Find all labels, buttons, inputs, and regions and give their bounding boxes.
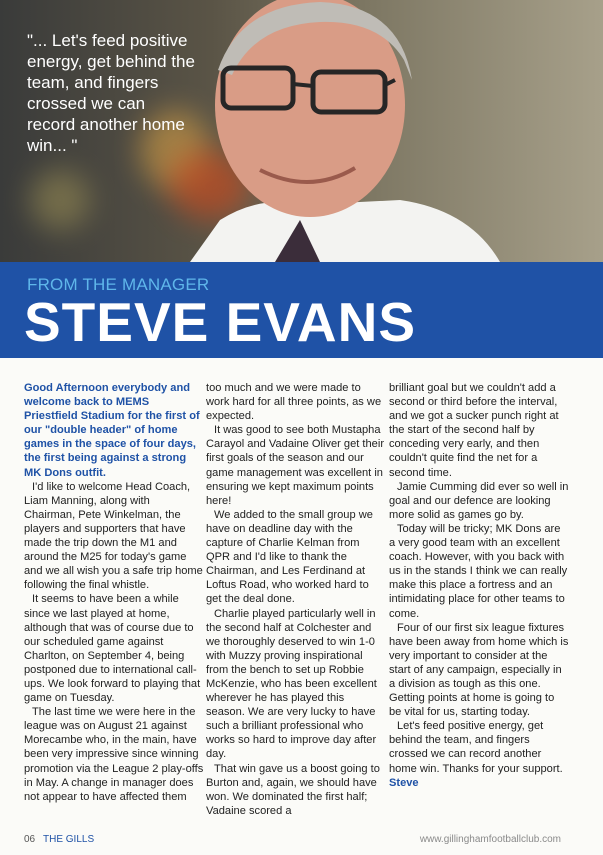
lead-paragraph: Good Afternoon everybody and welcome back to MEMS Priestfield Stadium for the first of our "double header" of home games in the space of four days, the first being against a strong MK Dons outfit. [24, 382, 200, 479]
article-paragraph: It seems to have been a while since we last played at home, although that was of course due to our scheduled game against Charlton, on September 4, being postponed due to international call-ups. We look forward to playing that game on Tuesday. [24, 593, 201, 705]
article-column-3 [389, 381, 569, 790]
article-paragraph: Four of our first six league fixtures have been away from home which is very important to consider at the start of any campaign, especially in a division as tough as this one. Getting points at home is going to be vital for us, starting today. [389, 621, 569, 719]
closing-paragraph [389, 719, 569, 789]
magazine-name: THE GILLS [43, 834, 95, 845]
article-paragraph: Charlie played particularly well in the second half at Colchester and we thoroughly deserved to win 1-0 with Muzzy proving inspirational from the bench to set up Robbie McKenzie, who has been excellent wherever he has played this season. We are very lucky to have such a brilliant professional who works so hard to improve day after day. [206, 607, 377, 761]
page-footer [0, 834, 603, 850]
article-paragraph: It was good to see both Mustapha Carayol and Vadaine Oliver get their first goals of the season and our game management was excellent in ensuring we kept maximum points here! [206, 424, 385, 507]
section-kicker: FROM THE MANAGER [27, 275, 210, 294]
article-paragraph: too much and we were made to work hard for all three points, as we expected. [206, 382, 382, 423]
website-url: www.gillinghamfootballclub.com [419, 834, 561, 845]
signature: Steve [389, 776, 419, 789]
article-column-2 [206, 381, 386, 818]
article-paragraph: Today will be tricky; MK Dons are a very good team with an excellent coach. However, with you back with us in the stands I think we can really make this place a fortress and an intimidating place for other teams to come. [389, 522, 568, 620]
manager-photo [0, 0, 603, 262]
article-paragraph: brilliant goal but we couldn't add a second or third before the interval, and we got a sucker punch right at the start of the second half by conceding very early, and then couldn't quite find the net for a second time. [389, 382, 559, 479]
article-paragraph: We added to the small group we have on deadline day with the capture of Charlie Kelman from QPR and I'd like to thank the Chairman, and Les Ferdinand at Loftus Road, who worked hard to get the deal done. [206, 508, 373, 606]
article-column-1 [24, 381, 204, 804]
article-paragraph: That win gave us a boost going to Burton and, again, we should have won. We dominated the first half; Vadaine scored a [206, 762, 380, 817]
article-paragraph: The last time we were here in the league was on August 21 against Morecambe who, in the main, have been very impressive since winning promotion via the League 2 play-offs in May. A change in manager does not appear to have affected them [24, 706, 204, 803]
article-paragraph: Jamie Cumming did ever so well in goal and our defence are looking more solid as games go by. [389, 480, 569, 521]
article-paragraph: I'd like to welcome Head Coach, Liam Manning, along with Chairman, Pete Winkelman, the players and supporters that have made the trip down the M1 and around the M25 for today's game and we all wish you a safe trip home following the final whistle. [24, 480, 203, 592]
closing-text: Let's feed positive energy, get behind the team, and fingers crossed we can record another home win. Thanks for your support. [389, 720, 563, 775]
page-number: 06 [24, 834, 36, 845]
page-title: STEVE EVANS [24, 291, 417, 353]
pull-quote: "... Let's feed positive energy, get behind the team, and fingers crossed we can record another home win... " [27, 31, 195, 155]
